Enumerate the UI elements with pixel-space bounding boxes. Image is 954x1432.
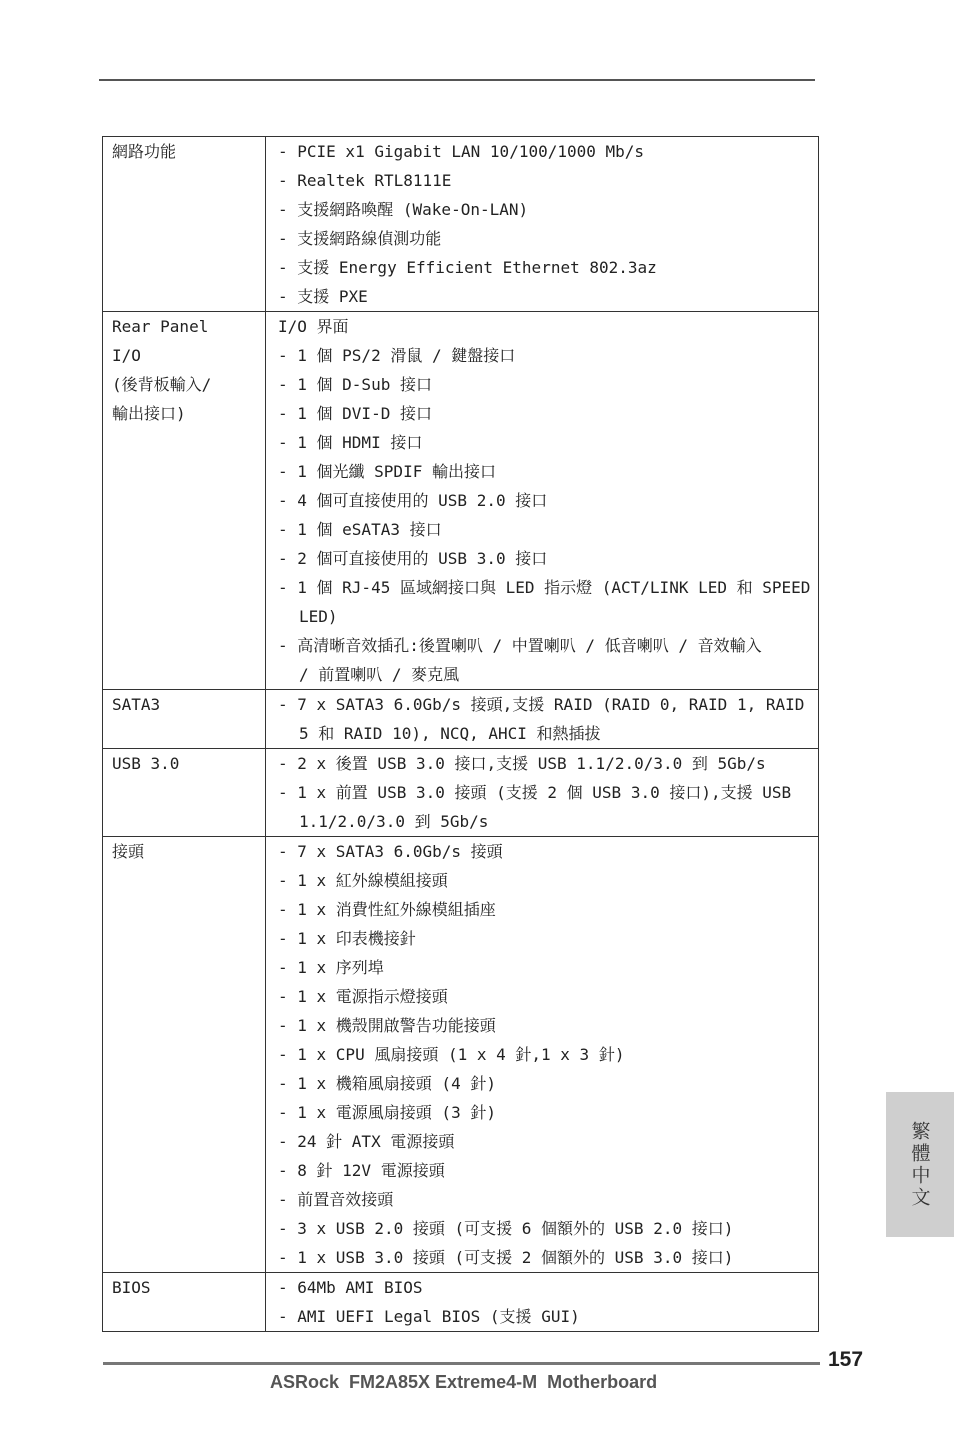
spec-label bbox=[103, 1273, 266, 1332]
value-line: / 前置喇叭 / 麥克風 bbox=[299, 665, 460, 684]
value-line: - 8 針 12V 電源接頭 bbox=[278, 1161, 445, 1180]
spec-row-connectors bbox=[103, 837, 819, 1273]
label-line: SATA3 bbox=[112, 695, 161, 714]
value-line: - 1 x 序列埠 bbox=[278, 958, 384, 977]
value-line: - 支援 PXE bbox=[278, 287, 368, 306]
value-line: - PCIE x1 Gigabit LAN 10/100/1000 Mb/s bbox=[278, 142, 645, 161]
footer-rule bbox=[103, 1362, 820, 1365]
value-line: - 1 個光纖 SPDIF 輸出接口 bbox=[278, 462, 496, 481]
value-line: - 1 個 eSATA3 接口 bbox=[278, 520, 442, 539]
value-line: - 1 x 前置 USB 3.0 接頭 (支援 2 個 USB 3.0 接口),支援 USB bbox=[278, 783, 792, 802]
spec-row-bios bbox=[103, 1273, 819, 1332]
value-line: - 1 個 RJ-45 區域網接口與 LED 指示燈 (ACT/LINK LED 和 SPEED bbox=[278, 578, 811, 597]
spec-label bbox=[103, 312, 266, 690]
value-line: - 支援網路線偵測功能 bbox=[278, 229, 442, 248]
value-line: - 1 x CPU 風扇接頭 (1 x 4 針,1 x 3 針) bbox=[278, 1045, 625, 1064]
label-line: USB 3.0 bbox=[112, 754, 180, 773]
value-line: - 1 x USB 3.0 接頭 (可支援 2 個額外的 USB 3.0 接口) bbox=[278, 1248, 734, 1267]
spec-label bbox=[103, 690, 266, 749]
value-line: - 1 個 D-Sub 接口 bbox=[278, 375, 432, 394]
spec-value bbox=[266, 312, 819, 690]
value-line: - 2 個可直接使用的 USB 3.0 接口 bbox=[278, 549, 548, 568]
value-line: - 1 個 PS/2 滑鼠 / 鍵盤接口 bbox=[278, 346, 516, 365]
label-line: Rear Panel bbox=[112, 317, 209, 336]
language-tab-label: 繁體中文 bbox=[908, 1120, 931, 1209]
label-line: BIOS bbox=[112, 1278, 151, 1297]
value-line: - 1 個 HDMI 接口 bbox=[278, 433, 423, 452]
value-line: - 支援 Energy Efficient Ethernet 802.3az bbox=[278, 258, 657, 277]
value-line: - 1 x 印表機接針 bbox=[278, 929, 416, 948]
value-line: - 高清晰音效插孔:後置喇叭 / 中置喇叭 / 低音喇叭 / 音效輸入 bbox=[278, 636, 762, 655]
spec-label bbox=[103, 837, 266, 1273]
value-line: LED) bbox=[299, 607, 338, 626]
header-rule bbox=[99, 79, 815, 81]
value-line: - 1 x 電源風扇接頭 (3 針) bbox=[278, 1103, 496, 1122]
value-line: - 1 x 機箱風扇接頭 (4 針) bbox=[278, 1074, 496, 1093]
spec-value bbox=[266, 1273, 819, 1332]
value-line: - 1 x 消費性紅外線模組插座 bbox=[278, 900, 496, 919]
spec-label bbox=[103, 137, 266, 312]
spec-row-usb3 bbox=[103, 749, 819, 837]
label-line: 輸出接口) bbox=[112, 404, 186, 423]
value-line: - 3 x USB 2.0 接頭 (可支援 6 個額外的 USB 2.0 接口) bbox=[278, 1219, 734, 1238]
footer-title: ASRock FM2A85X Extreme4-M Motherboard bbox=[270, 1372, 658, 1392]
value-line: - 7 x SATA3 6.0Gb/s 接頭,支援 RAID (RAID 0, RAID 1, RAID bbox=[278, 695, 805, 714]
spec-row-lan bbox=[103, 137, 819, 312]
label-line: (後背板輸入/ bbox=[112, 375, 212, 394]
spec-value bbox=[266, 749, 819, 837]
value-line: - 1 x 紅外線模組接頭 bbox=[278, 871, 448, 890]
value-line: - Realtek RTL8111E bbox=[278, 171, 452, 190]
value-line: - 前置音效接頭 bbox=[278, 1190, 394, 1209]
value-line: - 4 個可直接使用的 USB 2.0 接口 bbox=[278, 491, 548, 510]
value-line: - 支援網路喚醒 (Wake-On-LAN) bbox=[278, 200, 529, 219]
spec-label bbox=[103, 749, 266, 837]
language-tab bbox=[886, 1092, 954, 1237]
value-line: 5 和 RAID 10), NCQ, AHCI 和熱插拔 bbox=[299, 724, 601, 743]
label-line: I/O bbox=[112, 346, 141, 365]
spec-table bbox=[102, 136, 819, 1332]
label-line: 接頭 bbox=[112, 842, 145, 861]
spec-row-sata3 bbox=[103, 690, 819, 749]
value-line: - AMI UEFI Legal BIOS (支援 GUI) bbox=[278, 1307, 580, 1326]
spec-row-rear-panel bbox=[103, 312, 819, 690]
spec-value bbox=[266, 690, 819, 749]
spec-value bbox=[266, 137, 819, 312]
value-line: - 1 x 機殼開啟警告功能接頭 bbox=[278, 1016, 496, 1035]
value-line: - 1 x 電源指示燈接頭 bbox=[278, 987, 448, 1006]
value-line: - 24 針 ATX 電源接頭 bbox=[278, 1132, 455, 1151]
page-number: 157 bbox=[828, 1348, 864, 1371]
value-line: - 2 x 後置 USB 3.0 接口,支援 USB 1.1/2.0/3.0 到 5Gb/s bbox=[278, 754, 766, 773]
spec-value bbox=[266, 837, 819, 1273]
value-line: - 7 x SATA3 6.0Gb/s 接頭 bbox=[278, 842, 503, 861]
value-line: I/O 界面 bbox=[278, 317, 349, 336]
value-line: - 64Mb AMI BIOS bbox=[278, 1278, 423, 1297]
value-line: - 1 個 DVI-D 接口 bbox=[278, 404, 432, 423]
label-line: 網路功能 bbox=[112, 142, 177, 161]
value-line: 1.1/2.0/3.0 到 5Gb/s bbox=[299, 812, 489, 831]
